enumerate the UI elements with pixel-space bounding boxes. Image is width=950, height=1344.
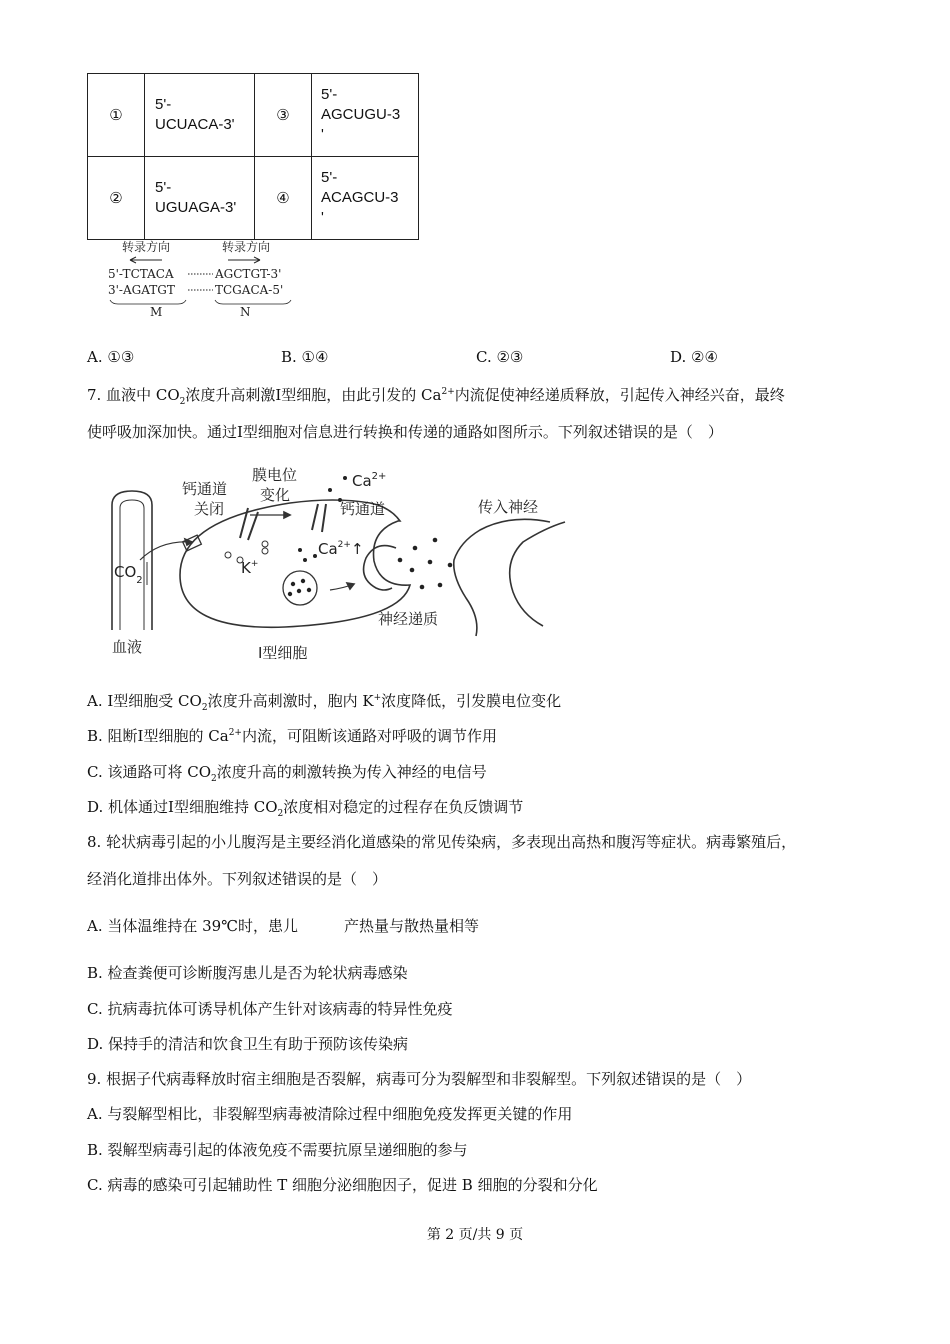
blood-vessel	[112, 491, 152, 630]
q8-option-c[interactable]: C. 抗病毒抗体可诱导机体产生针对该病毒的特异性免疫	[87, 1000, 453, 1018]
label-k-ion: K+	[241, 559, 259, 577]
q6-choice-b[interactable]: B. ①④	[281, 348, 329, 366]
table-row	[88, 74, 419, 157]
cell-membrane	[180, 500, 410, 627]
q7-stem-line2: 使呼吸加深加快。通过Ⅰ型细胞对信息进行转换和传递的通路如图所示。下列叙述错误的是（ ）	[87, 423, 723, 441]
dna-transcription-figure	[100, 234, 310, 324]
q8-stem-line1: 8. 轮状病毒引起的小儿腹泻是主要经消化道感染的常见传染病，多表现出高热和腹泻等症状。病毒繁殖后，	[87, 833, 797, 851]
rna-sequence: 5'- AGCUGU-3 '	[312, 74, 419, 157]
transcription-direction-label-right: 转录方向	[222, 240, 271, 254]
page-footer: 第 2 页/共 9 页	[426, 1227, 524, 1243]
option-number: ②	[88, 157, 145, 240]
q7-option-a[interactable]: A. Ⅰ型细胞受 $CO_2$浓度升高刺激时，胞内 K+浓度降低，引发膜电位变化	[87, 692, 562, 713]
label-ca-channel: 钙通道	[340, 500, 386, 518]
q8-option-d[interactable]: D. 保持手的清洁和饮食卫生有助于预防该传染病	[87, 1035, 409, 1053]
q7-option-d[interactable]: D. 机体通过Ⅰ型细胞维持 $CO_2$浓度相对稳定的过程存在负反馈调节	[87, 798, 524, 819]
label-m: M	[150, 305, 163, 319]
q6-option-table	[87, 73, 419, 240]
option-number: ①	[88, 74, 145, 157]
q9-option-a[interactable]: A. 与裂解型相比，非裂解型病毒被清除过程中细胞免疫发挥更关键的作用	[87, 1105, 573, 1123]
label-type1-cell: Ⅰ型细胞	[258, 644, 308, 662]
label-membrane-potential: 膜电位	[252, 466, 298, 484]
q7-option-b[interactable]: B. 阻断Ⅰ型细胞的 $Ca^{2+}$内流，可阻断该通路对呼吸的调节作用	[87, 727, 497, 745]
label-n: N	[240, 305, 251, 319]
rna-sequence: 5'- ACAGCU-3 '	[312, 157, 419, 240]
rna-sequence: 5'- UCUACA-3'	[145, 74, 255, 157]
brace-n	[215, 300, 291, 304]
label-co2: $CO_2$	[114, 563, 143, 586]
strand-top-left: 5'-TCTACA	[108, 267, 174, 281]
transcription-direction-label-left: 转录方向	[122, 240, 171, 254]
q6-choice-c[interactable]: C. ②③	[476, 348, 524, 366]
q9-stem: 9. 根据子代病毒释放时宿主细胞是否裂解，病毒可分为裂解型和非裂解型。下列叙述错误的是（ ）	[87, 1070, 752, 1088]
option-number: ④	[255, 157, 312, 240]
label-change: 变化	[260, 486, 291, 504]
option-number: ③	[255, 74, 312, 157]
label-afferent-nerve: 传入神经	[478, 498, 539, 516]
strand-bottom-left: 3'-AGATGT	[108, 283, 175, 297]
label-ca-increase: $Ca^{2+}↑$	[318, 540, 364, 558]
strand-bottom-right: TCGACA-5'	[215, 283, 284, 297]
afferent-nerve	[454, 519, 550, 636]
q7-stem-line1: 7. 血液中 $CO_2$浓度升高刺激Ⅰ型细胞，由此引发的 $Ca^{2+}$内流促使神经递质释放，引起传入神经兴奋，最终	[87, 386, 785, 407]
ca-channel	[312, 504, 326, 532]
q8-stem-line2: 经消化道排出体外。下列叙述错误的是（ ）	[87, 870, 388, 888]
strand-top-right: AGCTGT-3'	[215, 267, 282, 281]
q8-option-a[interactable]: A. 当体温维持在 39℃时，患儿 产热量与散热量相等	[87, 917, 480, 935]
q7-option-c[interactable]: C. 该通路可将 $CO_2$浓度升高的刺激转换为传入神经的电信号	[87, 763, 487, 784]
q9-option-b[interactable]: B. 裂解型病毒引起的体液免疫不需要抗原呈递细胞的参与	[87, 1141, 468, 1159]
brace-m	[110, 300, 186, 304]
q6-choice-d[interactable]: D. ②④	[670, 348, 718, 366]
q8-option-b[interactable]: B. 检查粪便可诊断腹泻患儿是否为轮状病毒感染	[87, 964, 408, 982]
type1-cell-figure	[100, 460, 570, 665]
label-closed: 关闭	[194, 500, 225, 518]
label-blood: 血液	[112, 638, 143, 656]
label-ca-channel-closed: 钙通道	[182, 480, 228, 498]
label-ca-ion: $Ca^{2+}$	[352, 471, 387, 490]
q6-choice-a[interactable]: A. ①③	[87, 348, 135, 366]
label-neurotransmitter: 神经递质	[378, 610, 439, 628]
vesicle	[283, 571, 317, 605]
rna-sequence: 5'- UGUAGA-3'	[145, 157, 255, 240]
q9-option-c[interactable]: C. 病毒的感染可引起辅助性 T 细胞分泌细胞因子，促进 B 细胞的分裂和分化	[87, 1176, 598, 1194]
table-row	[88, 157, 419, 240]
